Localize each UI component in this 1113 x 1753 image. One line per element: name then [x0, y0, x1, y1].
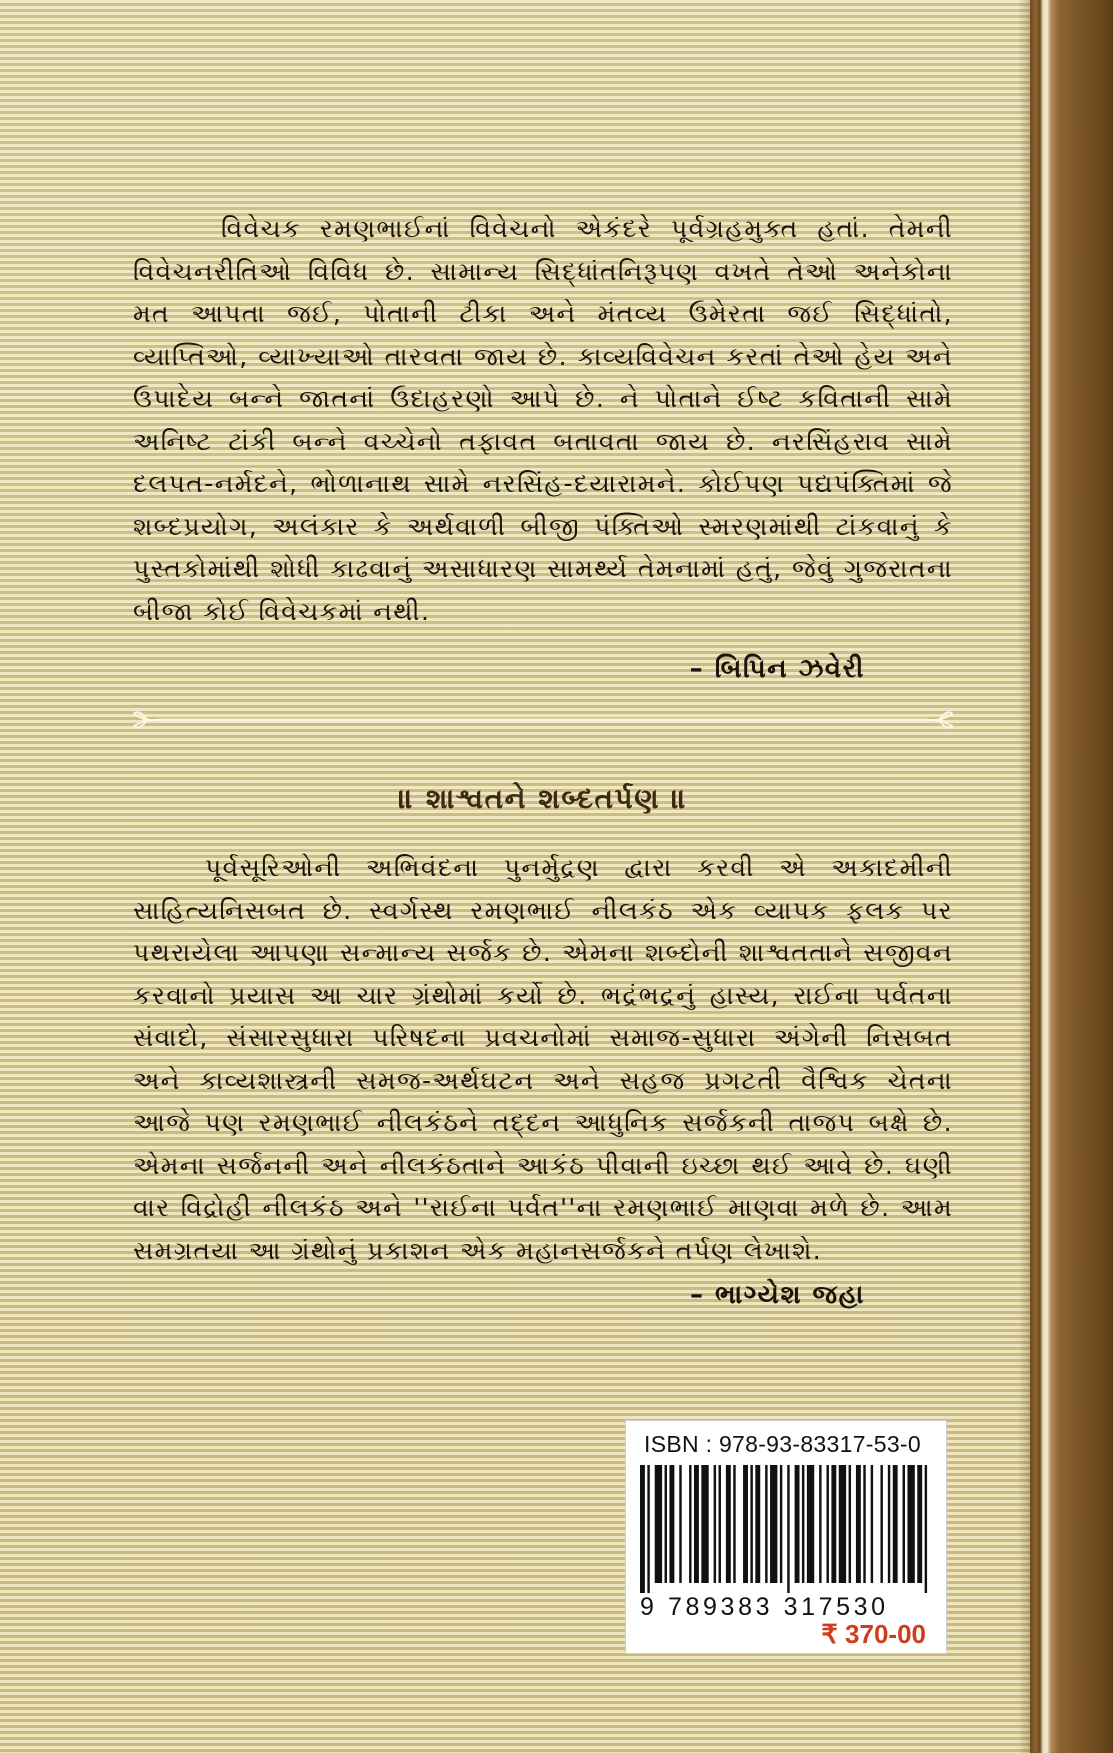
barcode-bar [714, 1465, 716, 1583]
barcode-bar [701, 1465, 708, 1583]
isbn-label: ISBN : 978-93-83317-53-0 [644, 1431, 921, 1457]
barcode-bar [694, 1465, 699, 1583]
barcode-bar [719, 1465, 721, 1583]
book-spine [1030, 0, 1113, 1753]
barcode-bar [849, 1465, 851, 1583]
price-label: ₹ 370-00 [821, 1619, 926, 1649]
critic-quote-paragraph: વિવેચક રમણભાઈનાં વિવેચનો એકંદરે પૂર્વગ્રહમુક્ત હતાં. તેમની વિવેચનરીતિઓ વિવિધ છે. સામાન્ય સિદ્ધાંતનિરૂપણ વખતે તેઓ અનેકોના મત આપતા જઈ, પોતાની ટીકા અને મંતવ્ય ઉમેરતા જઈ સિદ્ધાંતો, વ્યાપ્તિઓ, વ્યાખ્યાઓ તારવતા જાય છે. કાવ્યવિવેચન કરતાં તેઓ હેય અને ઉપાદેય બન્ને જાતનાં ઉદાહરણો આપે છે. ને પોતાને ઈષ્ટ કવિતાની સામે અનિષ્ટ ટાંકી બન્ને વચ્ચેનો તફાવત બતાવતા જાય છે. નરસિંહરાવ સામે દલપત-નર્મદને, ભોળાનાથ સામે નરસિંહ-દયારામને. કોઈપણ પદ્યપંક્તિમાં જે શબ્દપ્રયોગ, અલંકાર કે અર્થવાળી બીજી પંક્તિઓ સ્મરણમાંથી ટાંકવાનું કે પુસ્તકોમાંથી શોધી કાઢવાનું અસાધારણ સામર્થ્ય તેમનામાં હતું, જેવું ગુજરાતના બીજા કોઈ વિવેચકમાં નથી. [133, 214, 953, 626]
barcode-bar [665, 1465, 667, 1583]
publisher-note-attribution: – ભાગ્યેશ જહા [689, 1280, 865, 1310]
divider-line [157, 719, 929, 721]
barcode-bar [807, 1465, 814, 1583]
barcode-bar [743, 1465, 748, 1583]
barcode-bar [917, 1465, 922, 1583]
leaf-right-icon [925, 705, 953, 735]
barcode-bar [780, 1465, 782, 1583]
barcode-bar [826, 1465, 828, 1583]
barcode-bar [819, 1465, 821, 1583]
barcode-bar [640, 1465, 645, 1593]
barcode-bar [856, 1465, 861, 1583]
barcode-bar [839, 1465, 846, 1583]
barcode-bar [907, 1465, 914, 1583]
barcode-bar [755, 1465, 760, 1583]
barcode-bar [647, 1465, 649, 1593]
barcode-bar [831, 1465, 836, 1583]
barcode-bar [802, 1465, 804, 1583]
barcode-digits: 9 789383 317530 [640, 1593, 889, 1621]
barcode-bar [893, 1465, 898, 1583]
leaf-divider [133, 705, 953, 735]
barcode-bar [655, 1465, 662, 1583]
barcode-bar [871, 1465, 873, 1583]
section-heading: ॥ શાશ્વતને શબ્દતર્પણ ॥ [398, 782, 688, 815]
barcode-bar [795, 1465, 800, 1583]
barcode-bar [880, 1465, 882, 1583]
barcode-bar [903, 1465, 905, 1583]
spine-shadow [1018, 0, 1030, 1753]
barcode-bar [689, 1465, 691, 1583]
barcode-bar [925, 1465, 927, 1593]
barcode-bar [733, 1465, 735, 1583]
barcode-bar [765, 1465, 767, 1583]
barcode-bar [888, 1465, 890, 1583]
barcode [640, 1465, 932, 1593]
isbn-barcode-box [625, 1420, 947, 1654]
barcode-bar [679, 1465, 681, 1583]
barcode-bar [787, 1465, 789, 1593]
publisher-note-paragraph: પૂર્વસૂરિઓની અભિવંદના પુનર્મુદ્રણ દ્વારા કરવી એ અકાદમીની સાહિત્યનિસબત છે. સ્વર્ગસ્થ રમણભાઈ નીલકંઠ એક વ્યાપક ફલક પર પથરાયેલા આપણા સન્માન્ય સર્જક છે. એમના શબ્દોની શાશ્વતતાને સજીવન કરવાનો પ્રયાસ આ ચાર ગ્રંથોમાં કર્યો છે. ભદ્રંભદ્રનું હાસ્ય, રાઈના પર્વતના સંવાદો, સંસારસુધારા પરિષદના પ્રવચનોમાં સમાજ-સુધારા અંગેની નિસબત અને કાવ્યશાસ્ત્રની સમજ-અર્થઘટન અને સહજ પ્રગટતી વૈશ્વિક ચેતના આજે પણ રમણભાઈ નીલકંઠને તદ્દન આધુનિક સર્જકની તાજપ બક્ષે છે. એમના સર્જનની અને નીલકંઠતાને આકંઠ પીવાની ઇચ્છા થઈ આવે છે. ઘણી વાર વિદ્રોહી નીલકંઠ અને ''રાઈના પર્વત''ના રમણભાઈ માણવા મળે છે. આમ સમગ્રતયા આ ગ્રંથોનું પ્રકાશન એક મહાનસર્જકને તર્પણ લેખાશે. [133, 853, 953, 1265]
barcode-bar [669, 1465, 674, 1583]
barcode-bar [863, 1465, 865, 1583]
barcode-bar [750, 1465, 752, 1583]
barcode-bar [770, 1465, 777, 1583]
barcode-bar [726, 1465, 731, 1583]
critic-quote-attribution: – બિપિન ઝવેરી [689, 654, 865, 684]
